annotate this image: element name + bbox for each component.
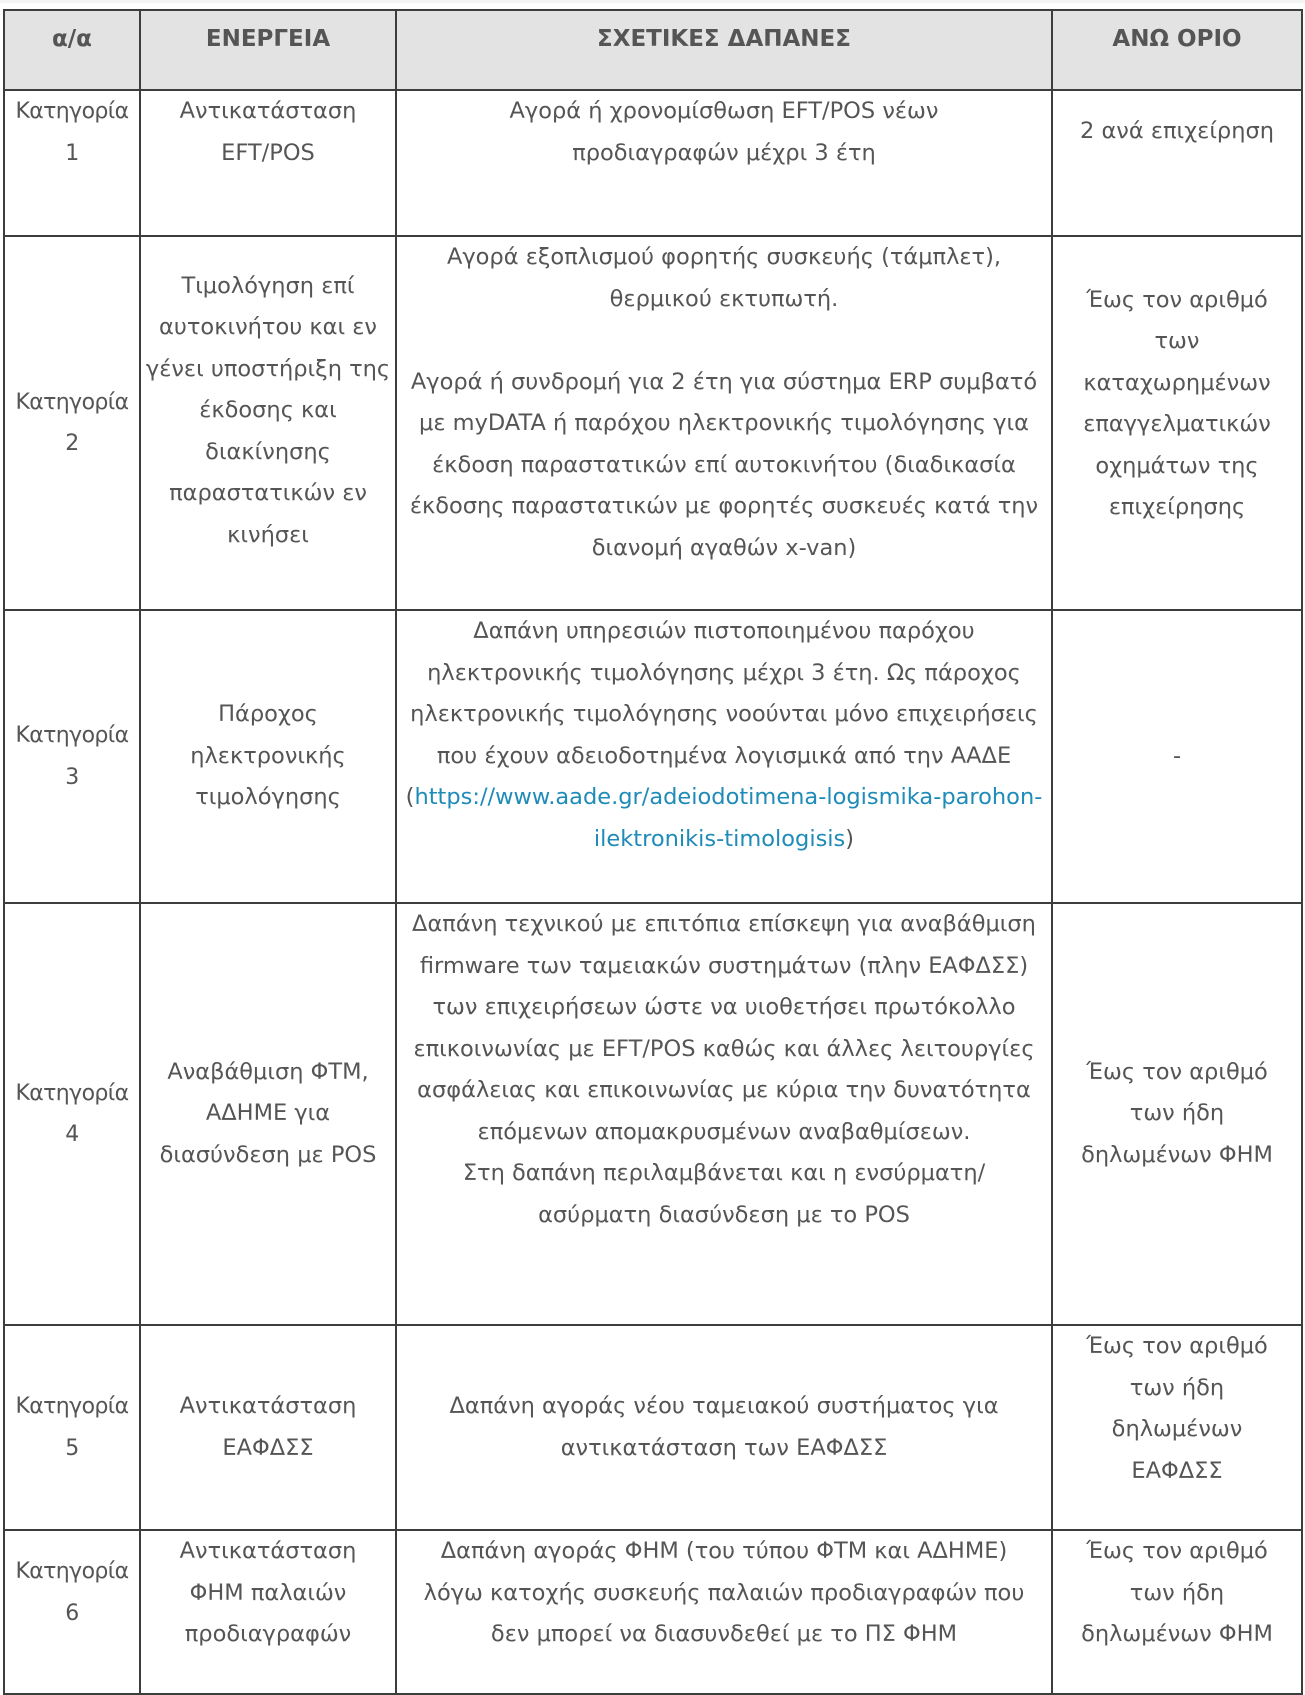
action-cell (140, 1325, 396, 1530)
category-number: 5 (65, 1435, 79, 1461)
category-cell (4, 236, 140, 610)
category-number: 3 (65, 764, 79, 790)
table-row (4, 1530, 1302, 1694)
action-text: Πάροχος ηλεκτρονικής τιμολόγησης (190, 701, 346, 811)
expenses-paragraph: Δαπάνη τεχνικού με επιτόπια επίσκεψη για αναβάθμιση firmware των ταμειακών συστημάτων (πλην ΕΑΦΔΣΣ) των επιχειρήσεων ώστε να υιοθετήσει πρωτόκολλο επικοινωνίας με EFT/POS καθώς και άλλες λειτουργίες ασφάλειας και επικοινωνίας με κύρια την δυνατότητα επόμενων απομακρυσμένων αναβαθμίσεων. (412, 911, 1036, 1145)
limit-text: Έως τον αριθμό των καταχωρημένων επαγγελματικών οχημάτων της επιχείρησης (1083, 286, 1271, 520)
table-row (4, 90, 1302, 236)
action-text: Αντικατάσταση ΕΑΦΔΣΣ (179, 1393, 357, 1461)
limit-text: Έως τον αριθμό των ήδη δηλωμένων ΦΗΜ (1081, 1538, 1273, 1647)
expenses-paragraph: Αγορά ή συνδρομή για 2 έτη για σύστημα ERP συμβατό με myDATA ή παρόχου ηλεκτρονικής τιμολόγησης για έκδοση παραστατικών επί αυτοκινήτου (διαδικασία έκδοσης παραστατικών με φορητές συσκευές κατά την διανομή αγαθών x-van) (409, 368, 1039, 561)
header-index: α/α (4, 10, 140, 90)
table-header-row (4, 10, 1302, 90)
action-cell (140, 90, 396, 236)
expenses-paragraph: Αγορά εξοπλισμού φορητής συσκευής (τάμπλετ), θερμικού εκτυπωτή. (446, 244, 1002, 312)
top-divider (0, 0, 1305, 3)
expenses-cell (396, 610, 1052, 903)
action-cell (140, 610, 396, 903)
limit-text: 2 ανά επιχείρηση (1079, 118, 1274, 144)
aade-licensed-software-link[interactable]: https://www.aade.gr/adeiodotimena-logismika-parohon-ilektronikis-timologisis (414, 784, 1043, 852)
category-cell (4, 1325, 140, 1530)
category-label: Κατηγορία (15, 389, 129, 415)
category-cell (4, 1530, 140, 1694)
limit-text: Έως τον αριθμό των ήδη δηλωμένων ΕΑΦΔΣΣ (1086, 1333, 1268, 1484)
action-text: Τιμολόγηση επί αυτοκινήτου και εν γένει υποστήριξη της έκδοσης και διακίνησης παραστατικών εν κινήσει (145, 272, 391, 548)
category-label: Κατηγορία (15, 1080, 129, 1106)
action-cell (140, 903, 396, 1325)
header-expenses: ΣΧΕΤΙΚΕΣ ΔΑΠΑΝΕΣ (396, 10, 1052, 90)
table-row (4, 903, 1302, 1325)
action-cell (140, 236, 396, 610)
action-text: Αντικατάσταση EFT/POS (179, 98, 357, 166)
category-number: 4 (65, 1122, 79, 1147)
expenses-text: Δαπάνη υπηρεσιών πιστοποιημένου παρόχου ηλεκτρονικής τιμολόγησης μέχρι 3 έτη. Ως πάροχος ηλεκτρονικής τιμολόγησης νοούνται μόνο επιχειρήσεις που έχουν αδειοδοτημένα λογισμικά από την ΑΑΔΕ ( (405, 618, 1038, 810)
category-label: Κατηγορία (15, 99, 129, 124)
limit-cell (1052, 1325, 1302, 1530)
limit-cell (1052, 90, 1302, 236)
expenses-text: Δαπάνη αγοράς νέου ταμειακού συστήματος για αντικατάσταση των ΕΑΦΔΣΣ (449, 1393, 999, 1461)
table-row (4, 610, 1302, 903)
expenses-cell (396, 903, 1052, 1325)
paragraph-gap (397, 320, 1051, 362)
category-cell (4, 903, 140, 1325)
expenses-table (3, 9, 1303, 1695)
limit-cell (1052, 610, 1302, 903)
category-number: 1 (65, 140, 79, 166)
expenses-cell (396, 90, 1052, 236)
table-row (4, 236, 1302, 610)
expenses-cell (396, 1325, 1052, 1530)
category-cell (4, 90, 140, 236)
limit-cell (1052, 903, 1302, 1325)
header-action: ΕΝΕΡΓΕΙΑ (140, 10, 396, 90)
expenses-table-container (3, 9, 1301, 1695)
action-text: Αναβάθμιση ΦΤΜ, ΑΔΗΜΕ για διασύνδεση με POS (159, 1058, 377, 1168)
category-number: 6 (65, 1600, 79, 1626)
expenses-cell (396, 236, 1052, 610)
category-cell (4, 610, 140, 903)
expenses-paragraph: Στη δαπάνη περιλαμβάνεται και η ενσύρματη/ ασύρματη διασύνδεση με το POS (462, 1160, 986, 1228)
category-number: 2 (65, 431, 79, 456)
category-label: Κατηγορία (15, 723, 129, 748)
category-label: Κατηγορία (15, 1559, 129, 1584)
category-label: Κατηγορία (15, 1394, 129, 1419)
action-cell (140, 1530, 396, 1694)
limit-text: - (1172, 742, 1182, 769)
expenses-text: Δαπάνη αγοράς ΦΗΜ (του τύπου ΦΤΜ και ΑΔΗΜΕ) λόγω κατοχής συσκευής παλαιών προδιαγραφών που δεν μπορεί να διασυνδεθεί με το ΠΣ ΦΗΜ (423, 1538, 1025, 1647)
expenses-text-closing: ) (845, 825, 855, 852)
action-text: Αντικατάσταση ΦΗΜ παλαιών προδιαγραφών (179, 1538, 357, 1647)
header-limit: ΑΝΩ ΟΡΙΟ (1052, 10, 1302, 90)
table-row (4, 1325, 1302, 1530)
limit-cell (1052, 1530, 1302, 1694)
expenses-paragraph (397, 611, 1051, 860)
limit-cell (1052, 236, 1302, 610)
expenses-text: Αγορά ή χρονομίσθωση EFT/POS νέων προδιαγραφών μέχρι 3 έτη (509, 98, 939, 166)
expenses-cell (396, 1530, 1052, 1694)
limit-text: Έως τον αριθμό των ήδη δηλωμένων ΦΗΜ (1081, 1058, 1273, 1168)
